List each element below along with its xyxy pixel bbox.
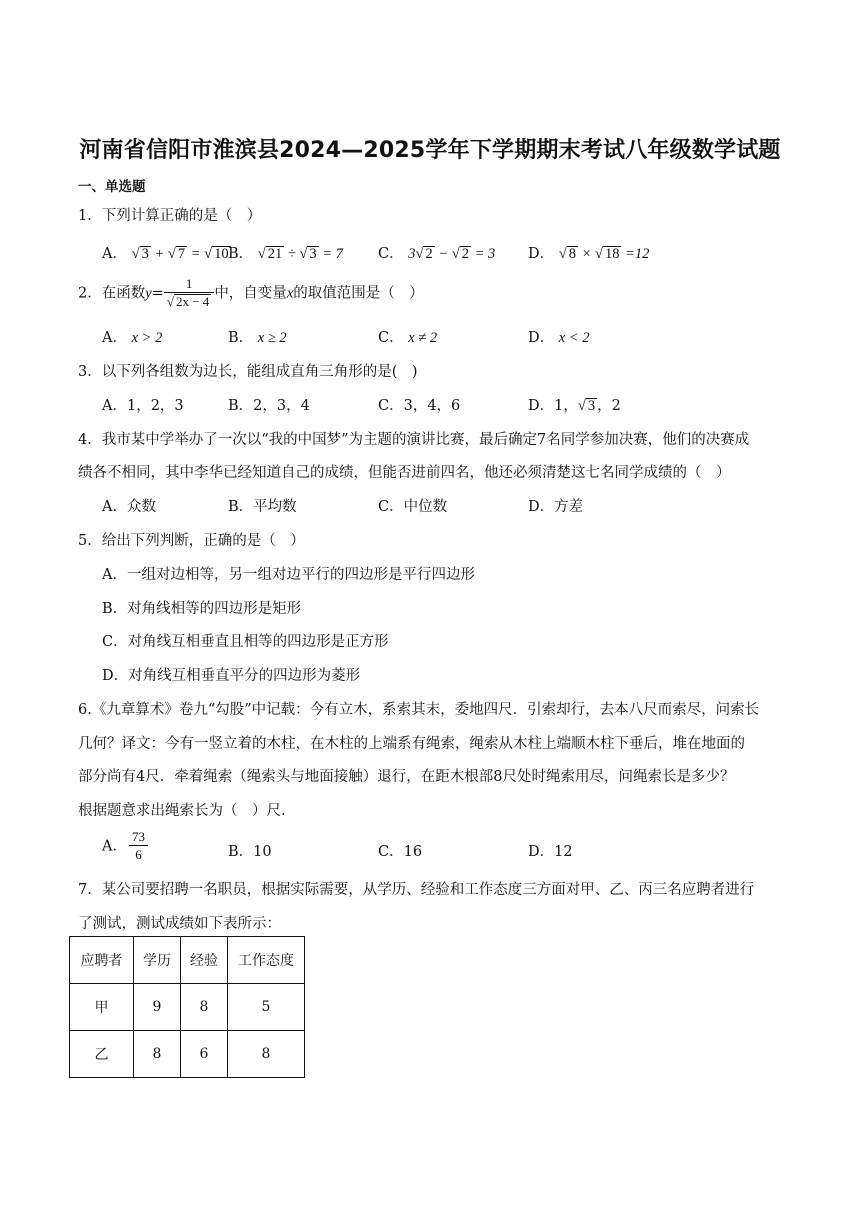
score-table <box>69 936 305 1078</box>
q6-option-c: C．16 <box>378 844 423 860</box>
question-6-line-2: 几何？译文：今有一竖立着的木柱，在木柱的上端系有绳索，绳索从木柱上端顺木柱下垂后，堆在地面的 <box>78 736 745 752</box>
q2-option-a: A． x > 2 <box>102 330 163 346</box>
q6-option-b: B．10 <box>228 844 272 860</box>
q6-option-a: A． $\frac{73}{6}$ <box>102 829 148 864</box>
q2-option-d: D． x < 2 <box>528 330 590 346</box>
table-cell: 5 <box>228 984 305 1031</box>
table-cell: 9 <box>134 984 181 1031</box>
q4-option-c: C．中位数 <box>378 499 448 515</box>
table-header-cell: 学历 <box>134 937 181 984</box>
q4-option-b: B．平均数 <box>228 499 297 515</box>
question-5-stem: 5．给出下列判断，正确的是（ ） <box>78 533 305 549</box>
q6-option-d: D．12 <box>528 844 573 860</box>
q3-option-c: C．3，4，6 <box>378 398 461 414</box>
table-cell: 6 <box>181 1031 228 1078</box>
question-6-line-3: 部分尚有4尺．牵着绳索（绳索头与地面接触）退行，在距木根部8尺处时绳索用尽，问绳索长是多少？ <box>78 769 735 785</box>
q2-option-b: B． x ≥ 2 <box>228 330 287 346</box>
question-7-line-1: 7．某公司要招聘一名职员，根据实际需要，从学历、经验和工作态度三方面对甲、乙、丙三名应聘者进行 <box>78 882 755 898</box>
question-4-line-2: 绩各不相同，其中李华已经知道自己的成绩，但能否进前四名，他还必须清楚这七名同学成绩的（ ） <box>78 465 731 481</box>
table-header-row <box>70 937 305 984</box>
q5-option-a: A．一组对边相等，另一组对边平行的四边形是平行四边形 <box>102 567 475 583</box>
table-cell: 8 <box>228 1031 305 1078</box>
question-2-stem: 2．在函数y= $\frac{1}{√ 2x - 4}$ 中，自变量x的取值范围是（ ） <box>78 276 424 309</box>
q5-option-b: B．对角线相等的四边形是矩形 <box>102 601 302 617</box>
table-cell: 8 <box>134 1031 181 1078</box>
table-cell: 甲 <box>70 984 134 1031</box>
q1-option-c: C． 3√ 2 − √ 2 = 3 <box>378 246 496 262</box>
question-7-line-2: 了测试，测试成绩如下表所示： <box>78 916 281 932</box>
page-title: 河南省信阳市淮滨县2024—2025学年下学期期末考试八年级数学试题 <box>79 138 781 163</box>
q3-option-d: D．1，√ 3 ，2 <box>528 398 621 414</box>
q1-option-d: D． √ 8 × √ 18 =12 <box>528 246 650 262</box>
table-cell: 乙 <box>70 1031 134 1078</box>
q2-option-c: C． x ≠ 2 <box>378 330 438 346</box>
table-row <box>70 1031 305 1078</box>
question-6-line-4: 根据题意求出绳索长为（ ）尺． <box>78 803 296 819</box>
q5-option-d: D．对角线互相垂直平分的四边形为菱形 <box>102 668 361 684</box>
table-header-cell: 应聘者 <box>70 937 134 984</box>
table-header-cell: 工作态度 <box>228 937 305 984</box>
table-row <box>70 984 305 1031</box>
q3-option-a: A．1，2，3 <box>102 398 184 414</box>
q4-option-d: D．方差 <box>528 499 584 515</box>
question-6-line-1: 6.《九章算术》卷九“勾股”中记载：今有立木，系索其末，委地四尺．引索却行，去本八尺而索尽，问索长 <box>78 702 760 718</box>
section-heading: 一、单选题 <box>78 179 146 195</box>
table-cell: 8 <box>181 984 228 1031</box>
q5-option-c: C．对角线互相垂直且相等的四边形是正方形 <box>102 634 389 650</box>
table-header-cell: 经验 <box>181 937 228 984</box>
q1-option-b: B． √ 21 ÷ √ 3 = 7 <box>228 246 343 262</box>
question-3-stem: 3．以下列各组数为边长，能组成直角三角形的是( ) <box>78 364 418 380</box>
q1-option-a: A． √ 3 + √ 7 = √ 10 <box>102 246 229 262</box>
q4-option-a: A．众数 <box>102 499 156 515</box>
question-1-stem: 1．下列计算正确的是（ ） <box>78 208 262 224</box>
question-4-line-1: 4．我市某中学举办了一次以“我的中国梦”为主题的演讲比赛，最后确定7名同学参加决赛，他们的决赛成 <box>78 432 750 448</box>
q3-option-b: B．2，3，4 <box>228 398 310 414</box>
